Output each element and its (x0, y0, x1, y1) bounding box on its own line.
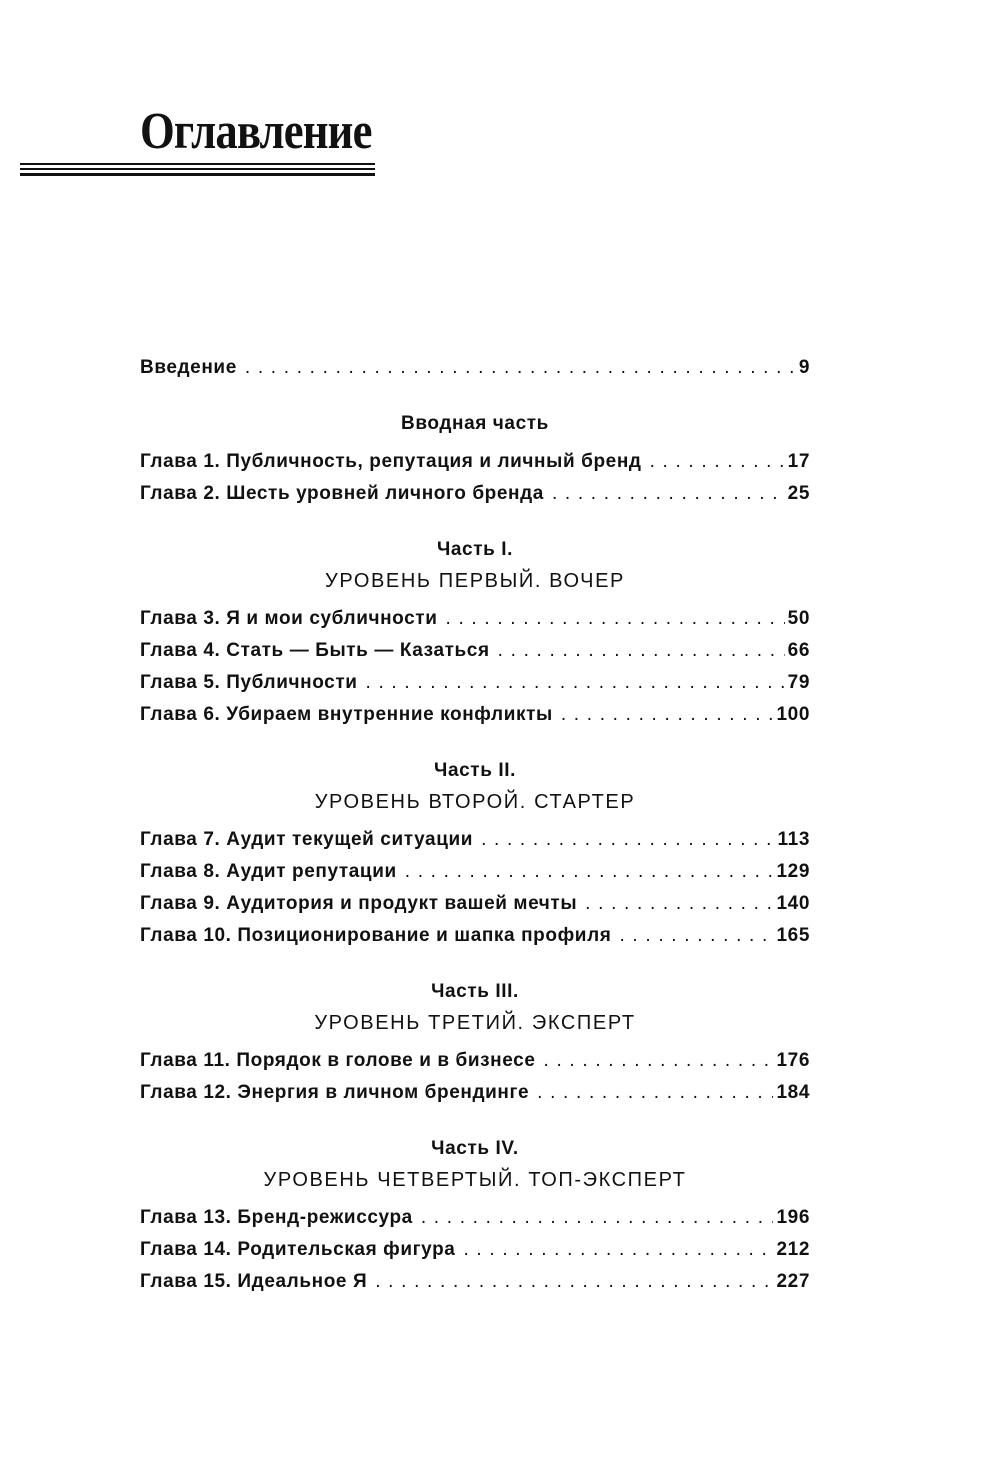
toc-entry-page: 66 (787, 640, 810, 661)
dot-leader (446, 606, 785, 632)
dot-leader (544, 1048, 774, 1074)
dot-leader (481, 827, 774, 853)
toc-entry-title: Глава 1. Публичность, репутация и личный бренд (140, 451, 642, 472)
part-title: УРОВЕНЬ ВТОРОЙ. СТАРТЕР (314, 791, 636, 813)
part-title: УРОВЕНЬ ПЕРВЫЙ. ВОЧЕР (325, 570, 625, 592)
toc-entry-page: 17 (787, 451, 810, 472)
toc-entry-page: 176 (776, 1050, 810, 1071)
part-label: Часть IV. (431, 1138, 519, 1159)
dot-leader (537, 1080, 773, 1106)
toc-entry-title: Глава 13. Бренд-режиссура (140, 1207, 413, 1228)
dot-leader (245, 355, 796, 381)
toc-entry-page: 227 (776, 1271, 810, 1292)
toc-entry-title: Глава 12. Энергия в личном брендинге (140, 1082, 530, 1103)
dot-leader (463, 1237, 773, 1263)
toc-entry-page: 79 (787, 672, 810, 693)
toc-entry-page: 113 (777, 829, 810, 850)
toc-entry-title: Глава 14. Родительская фигура (140, 1239, 456, 1260)
toc-entry-page: 140 (776, 893, 810, 914)
table-of-contents (140, 0, 810, 1467)
toc-entry[interactable] (140, 1269, 810, 1295)
toc-entry[interactable] (140, 891, 810, 917)
part-label: Часть I. (436, 539, 514, 560)
toc-entry[interactable] (140, 1048, 810, 1074)
toc-entry-page: 50 (787, 608, 810, 629)
toc-entry[interactable] (140, 859, 810, 885)
toc-entry[interactable] (140, 449, 810, 475)
toc-entry[interactable] (140, 702, 810, 728)
toc-entry-title: Глава 7. Аудит текущей ситуации (140, 829, 474, 850)
toc-entry[interactable] (140, 1205, 810, 1231)
toc-entry-page: 25 (787, 483, 810, 504)
toc-entry-title: Введение (140, 357, 237, 378)
toc-entry-title: Глава 3. Я и мои субличности (140, 608, 438, 629)
toc-entry[interactable] (140, 827, 810, 853)
dot-leader (585, 891, 773, 917)
dot-leader (375, 1269, 773, 1295)
toc-entry-page: 196 (776, 1207, 810, 1228)
toc-entry-page: 165 (776, 925, 810, 946)
toc-entry-title: Глава 15. Идеальное Я (140, 1271, 368, 1292)
toc-entry-page: 212 (776, 1239, 810, 1260)
dot-leader (498, 638, 785, 664)
toc-entry-page: 129 (776, 861, 810, 882)
toc-entry-page: 184 (776, 1082, 810, 1103)
toc-entry-title: Глава 2. Шесть уровней личного бренда (140, 483, 544, 504)
toc-entry[interactable] (140, 1237, 810, 1263)
dot-leader (552, 481, 785, 507)
section-label-opening: Вводная часть (401, 413, 549, 434)
part-title: УРОВЕНЬ ЧЕТВЕРТЫЙ. ТОП-ЭКСПЕРТ (263, 1169, 687, 1191)
toc-entry-title: Глава 8. Аудит репутации (140, 861, 397, 882)
toc-entry[interactable] (140, 670, 810, 696)
toc-entry[interactable] (140, 923, 810, 949)
dot-leader (650, 449, 785, 475)
toc-entry-page: 9 (798, 357, 810, 378)
part-label: Часть III. (431, 981, 519, 1002)
dot-leader (561, 702, 774, 728)
toc-entry-title: Глава 9. Аудитория и продукт вашей мечты (140, 893, 578, 914)
dot-leader (619, 923, 773, 949)
toc-entry[interactable] (140, 481, 810, 507)
toc-entry[interactable] (140, 638, 810, 664)
toc-entry-title: Глава 10. Позиционирование и шапка профиля (140, 925, 612, 946)
part-label: Часть II. (434, 760, 516, 781)
toc-entry-intro[interactable] (140, 355, 810, 381)
toc-entry-title: Глава 4. Стать — Быть — Казаться (140, 640, 490, 661)
dot-leader (366, 670, 785, 696)
toc-entry-title: Глава 11. Порядок в голове и в бизнесе (140, 1050, 536, 1071)
page-title: Оглавление (140, 103, 372, 160)
part-title: УРОВЕНЬ ТРЕТИЙ. ЭКСПЕРТ (314, 1012, 636, 1034)
dot-leader (405, 859, 774, 885)
toc-entry-title: Глава 6. Убираем внутренние конфликты (140, 704, 553, 725)
toc-entry[interactable] (140, 1080, 810, 1106)
dot-leader (421, 1205, 774, 1231)
toc-entry[interactable] (140, 606, 810, 632)
toc-entry-page: 100 (776, 704, 810, 725)
toc-entry-title: Глава 5. Публичности (140, 672, 358, 693)
